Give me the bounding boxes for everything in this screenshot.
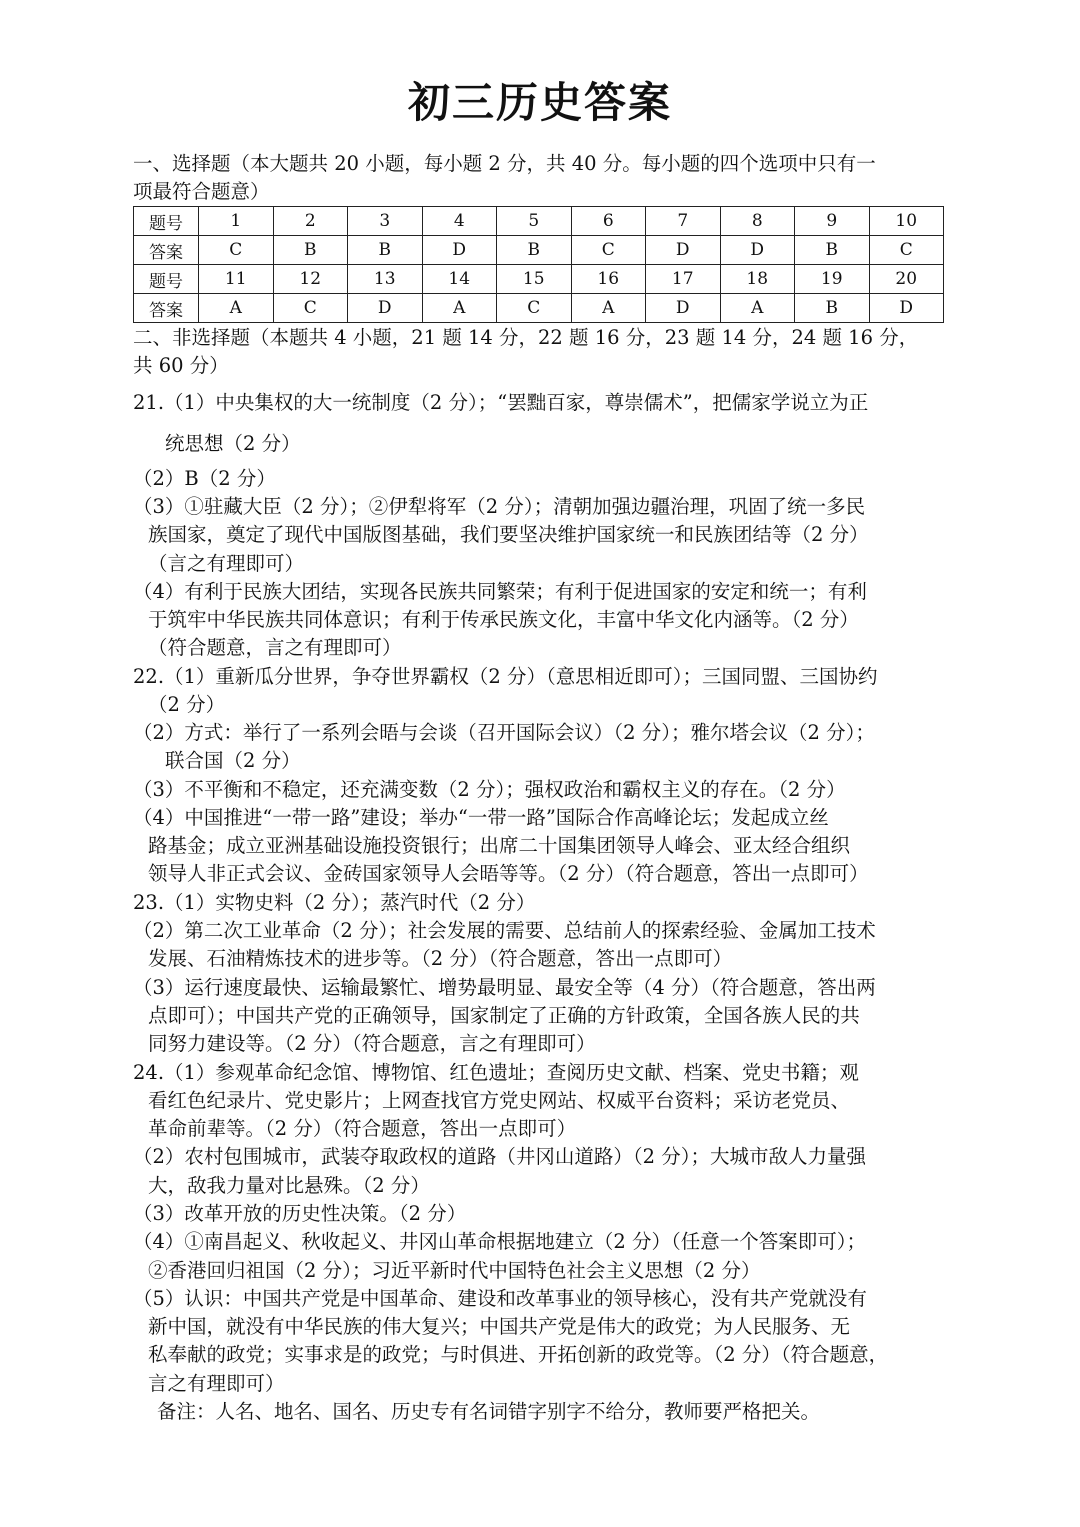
table-row <box>134 294 944 323</box>
q21-line: （符合题意，言之有理即可） <box>148 636 402 659</box>
table-cell: B <box>795 294 870 323</box>
table-cell: 13 <box>348 265 423 294</box>
table-row <box>134 207 944 236</box>
section1-heading: 一、选择题（本大题共 20 小题，每小题 2 分，共 40 分。每小题的四个选项中只有一 <box>133 152 876 175</box>
table-cell: 1 <box>199 207 274 236</box>
table-cell: D <box>646 236 721 265</box>
section2-heading-cont: 共 60 分） <box>133 354 229 377</box>
q24-line: 大，敌我力量对比悬殊。（2 分） <box>148 1174 430 1197</box>
table-cell: 9 <box>795 207 870 236</box>
table-cell: 16 <box>571 265 646 294</box>
q22-line: （2 分） <box>148 693 226 716</box>
q21-line: （3）①驻藏大臣（2 分）；②伊犁将军（2 分）；清朝加强边疆治理，巩固了统一多民 <box>133 495 866 518</box>
table-cell: A <box>720 294 795 323</box>
q21-line: 统思想（2 分） <box>165 432 301 455</box>
table-cell: 12 <box>273 265 348 294</box>
table-cell: A <box>422 294 497 323</box>
q22-line: （2）方式：举行了一系列会晤与会谈（召开国际会议）（2 分）；雅尔塔会议（2 分）； <box>133 721 875 744</box>
q23-line: 23.（1）实物史料（2 分）；蒸汽时代（2 分） <box>133 891 536 914</box>
q24-line: 革命前辈等。（2 分）（符合题意，答出一点即可） <box>148 1117 577 1140</box>
q21-line: （4）有利于民族大团结，实现各民族共同繁荣；有利于促进国家的安定和统一；有利 <box>133 580 867 603</box>
table-cell: D <box>422 236 497 265</box>
table-cell: A <box>571 294 646 323</box>
table-row <box>134 236 944 265</box>
q24-line: ②香港回归祖国（2 分）；习近平新时代中国特色社会主义思想（2 分） <box>148 1259 761 1282</box>
q23-line: （2）第二次工业革命（2 分）；社会发展的需要、总结前人的探索经验、金属加工技术 <box>133 919 876 942</box>
table-cell: 15 <box>497 265 572 294</box>
q24-line: （2）农村包围城市，武装夺取政权的道路（井冈山道路）（2 分）；大城市敌人力量强 <box>133 1145 867 1168</box>
q24-line: （4）①南昌起义、秋收起义、井冈山革命根据地建立（2 分）（任意一个答案即可）； <box>133 1230 867 1253</box>
q22-line: （3）不平衡和不稳定，还充满变数（2 分）；强权政治和霸权主义的存在。（2 分） <box>133 778 846 801</box>
table-cell: 7 <box>646 207 721 236</box>
table-cell: D <box>646 294 721 323</box>
table-cell: 17 <box>646 265 721 294</box>
table-cell: 5 <box>497 207 572 236</box>
row-label: 题号 <box>134 207 199 236</box>
table-cell: B <box>497 236 572 265</box>
table-cell: 10 <box>869 207 944 236</box>
table-cell: 18 <box>720 265 795 294</box>
row-label: 答案 <box>134 294 199 323</box>
page-title: 初三历史答案 <box>407 78 672 127</box>
q22-line: （4）中国推进“一带一路”建设；举办“一带一路”国际合作高峰论坛；发起成立丝 <box>133 806 829 829</box>
q24-line: 24.（1）参观革命纪念馆、博物馆、红色遗址；查阅历史文献、档案、党史书籍；观 <box>133 1061 859 1084</box>
table-cell: C <box>273 294 348 323</box>
q24-line: （5）认识：中国共产党是中国革命、建设和改革事业的领导核心，没有共产党就没有 <box>133 1287 867 1310</box>
q22-line: 路基金；成立亚洲基础设施投资银行；出席二十国集团领导人峰会、亚太经合组织 <box>148 834 851 857</box>
table-cell: D <box>348 294 423 323</box>
table-cell: D <box>869 294 944 323</box>
table-cell: B <box>795 236 870 265</box>
table-cell: C <box>571 236 646 265</box>
table-cell: C <box>869 236 944 265</box>
table-cell: D <box>720 236 795 265</box>
table-cell: 3 <box>348 207 423 236</box>
table-cell: B <box>273 236 348 265</box>
table-cell: 8 <box>720 207 795 236</box>
table-cell: 2 <box>273 207 348 236</box>
q21-line: 族国家，奠定了现代中国版图基础，我们要坚决维护国家统一和民族团结等（2 分） <box>148 523 869 546</box>
section2-heading: 二、非选择题（本题共 4 小题，21 题 14 分，22 题 16 分，23 题 14 分，24 题 16 分， <box>133 326 919 349</box>
q22-line: 22.（1）重新瓜分世界，争夺世界霸权（2 分）（意思相近即可）；三国同盟、三国协约 <box>133 665 878 688</box>
q22-line: 领导人非正式会议、金砖国家领导人会晤等等。（2 分）（符合题意，答出一点即可） <box>148 862 869 885</box>
q23-line: 同努力建设等。（2 分）（符合题意，言之有理即可） <box>148 1032 596 1055</box>
table-cell: A <box>199 294 274 323</box>
row-label: 题号 <box>134 265 199 294</box>
q24-line: 言之有理即可） <box>148 1372 285 1395</box>
table-cell: 20 <box>869 265 944 294</box>
grading-note: 备注：人名、地名、国名、历史专有名词错字别字不给分，教师要严格把关。 <box>157 1400 821 1423</box>
answer-table <box>133 206 944 323</box>
q23-line: 点即可）；中国共产党的正确领导，国家制定了正确的方针政策，全国各族人民的共 <box>148 1004 860 1027</box>
q21-line: 于筑牢中华民族共同体意识；有利于传承民族文化，丰富中华文化内涵等。（2 分） <box>148 608 859 631</box>
q24-line: 私奉献的政党；实事求是的政党；与时俱进、开拓创新的政党等。（2 分）（符合题意， <box>148 1343 889 1366</box>
section1-heading-cont: 项最符合题意） <box>133 180 270 203</box>
q24-line: （3）改革开放的历史性决策。（2 分） <box>133 1202 467 1225</box>
q24-line: 看红色纪录片、党史影片；上网查找官方党史网站、权威平台资料；采访老党员、 <box>148 1089 851 1112</box>
table-cell: 4 <box>422 207 497 236</box>
table-cell: B <box>348 236 423 265</box>
table-cell: 6 <box>571 207 646 236</box>
table-cell: 19 <box>795 265 870 294</box>
table-cell: C <box>199 236 274 265</box>
q24-line: 新中国，就没有中华民族的伟大复兴；中国共产党是伟大的政党；为人民服务、无 <box>148 1315 851 1338</box>
table-cell: C <box>497 294 572 323</box>
row-label: 答案 <box>134 236 199 265</box>
q21-line: 21.（1）中央集权的大一统制度（2 分）；“罢黜百家，尊崇儒术”，把儒家学说立为正 <box>133 391 869 414</box>
q23-line: （3）运行速度最快、运输最繁忙、增势最明显、最安全等（4 分）（符合题意，答出两 <box>133 976 876 999</box>
q21-line: （2）B（2 分） <box>133 467 276 490</box>
table-row <box>134 265 944 294</box>
table-cell: 11 <box>199 265 274 294</box>
q22-line: 联合国（2 分） <box>165 749 301 772</box>
q23-line: 发展、石油精炼技术的进步等。（2 分）（符合题意，答出一点即可） <box>148 947 733 970</box>
table-cell: 14 <box>422 265 497 294</box>
q21-line: （言之有理即可） <box>148 552 305 575</box>
